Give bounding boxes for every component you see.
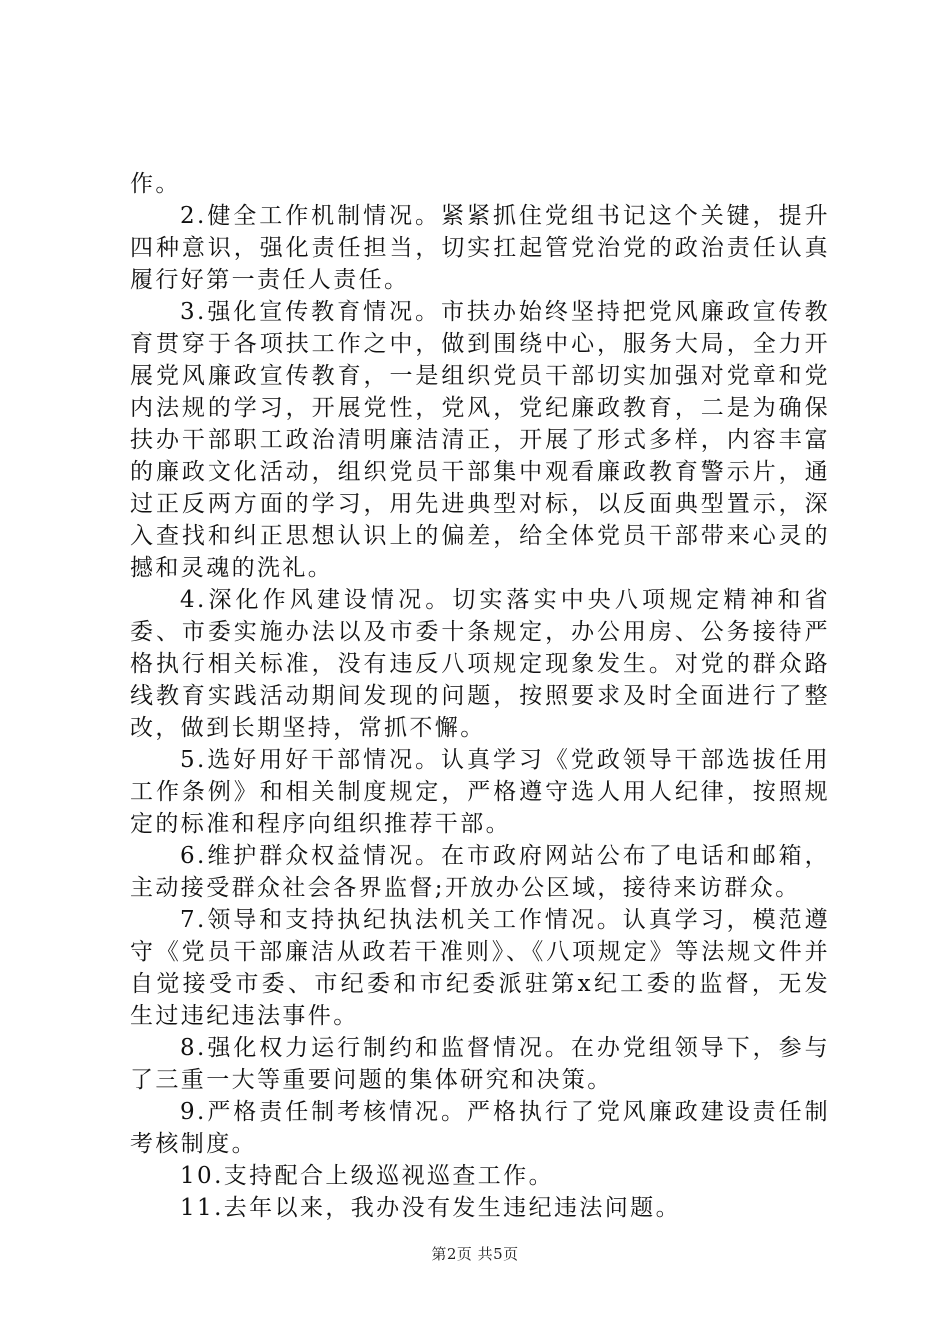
page-number-footer: 第2页 共5页 (431, 1245, 519, 1263)
paragraph-item-6: 6.维护群众权益情况。在市政府网站公布了电话和邮箱，主动接受群众社会各界监督;开放办公区域，接待来访群众。 (130, 843, 830, 901)
document-body (130, 168, 830, 1224)
paragraph-item-7: 7.领导和支持执纪执法机关工作情况。认真学习，模范遵守《党员干部廉洁从政若干准则》、《八项规定》等法规文件并自觉接受市委、市纪委和市纪委派驻第x纪工委的监督，无发生过违纪违法事件。 (130, 907, 830, 1029)
paragraph-item-3: 3.强化宣传教育情况。市扶办始终坚持把党风廉政宣传教育贯穿于各项扶工作之中，做到围绕中心，服务大局，全力开展党风廉政宣传教育，一是组织党员干部切实加强对党章和党内法规的学习，开展党性，党风，党纪廉政教育，二是为确保扶办干部职工政治清明廉洁清正，开展了形式多样，内容丰富的廉政文化活动，组织党员干部集中观看廉政教育警示片，通过正反两方面的学习，用先进典型对标，以反面典型置示，深入查找和纠正思想认识上的偏差，给全体党员干部带来心灵的撼和灵魂的洗礼。 (130, 299, 830, 581)
paragraph-item-4: 4.深化作风建设情况。切实落实中央八项规定精神和省委、市委实施办法以及市委十条规定，办公用房、公务接待严格执行相关标准，没有违反八项规定现象发生。对党的群众路线教育实践活动期间发现的问题，按照要求及时全面进行了整改，做到长期坚持，常抓不懈。 (130, 587, 830, 741)
paragraph-item-2: 2.健全工作机制情况。紧紧抓住党组书记这个关键，提升四种意识，强化责任担当，切实扛起管党治党的政治责任认真履行好第一责任人责任。 (130, 203, 830, 293)
paragraph-item-9: 9.严格责任制考核情况。严格执行了党风廉政建设责任制考核制度。 (130, 1099, 830, 1157)
paragraph-item-10: 10.支持配合上级巡视巡查工作。 (180, 1163, 554, 1189)
paragraph-item-5: 5.选好用好干部情况。认真学习《党政领导干部选拔任用工作条例》和相关制度规定，严格遵守选人用人纪律，按照规定的标准和程序向组织推荐干部。 (130, 747, 830, 837)
paragraph-continuation: 作。 (130, 171, 181, 197)
paragraph-item-11: 11.去年以来，我办没有发生违纪违法问题。 (180, 1195, 681, 1221)
paragraph-item-8: 8.强化权力运行制约和监督情况。在办党组领导下，参与了三重一大等重要问题的集体研究和决策。 (130, 1035, 830, 1093)
